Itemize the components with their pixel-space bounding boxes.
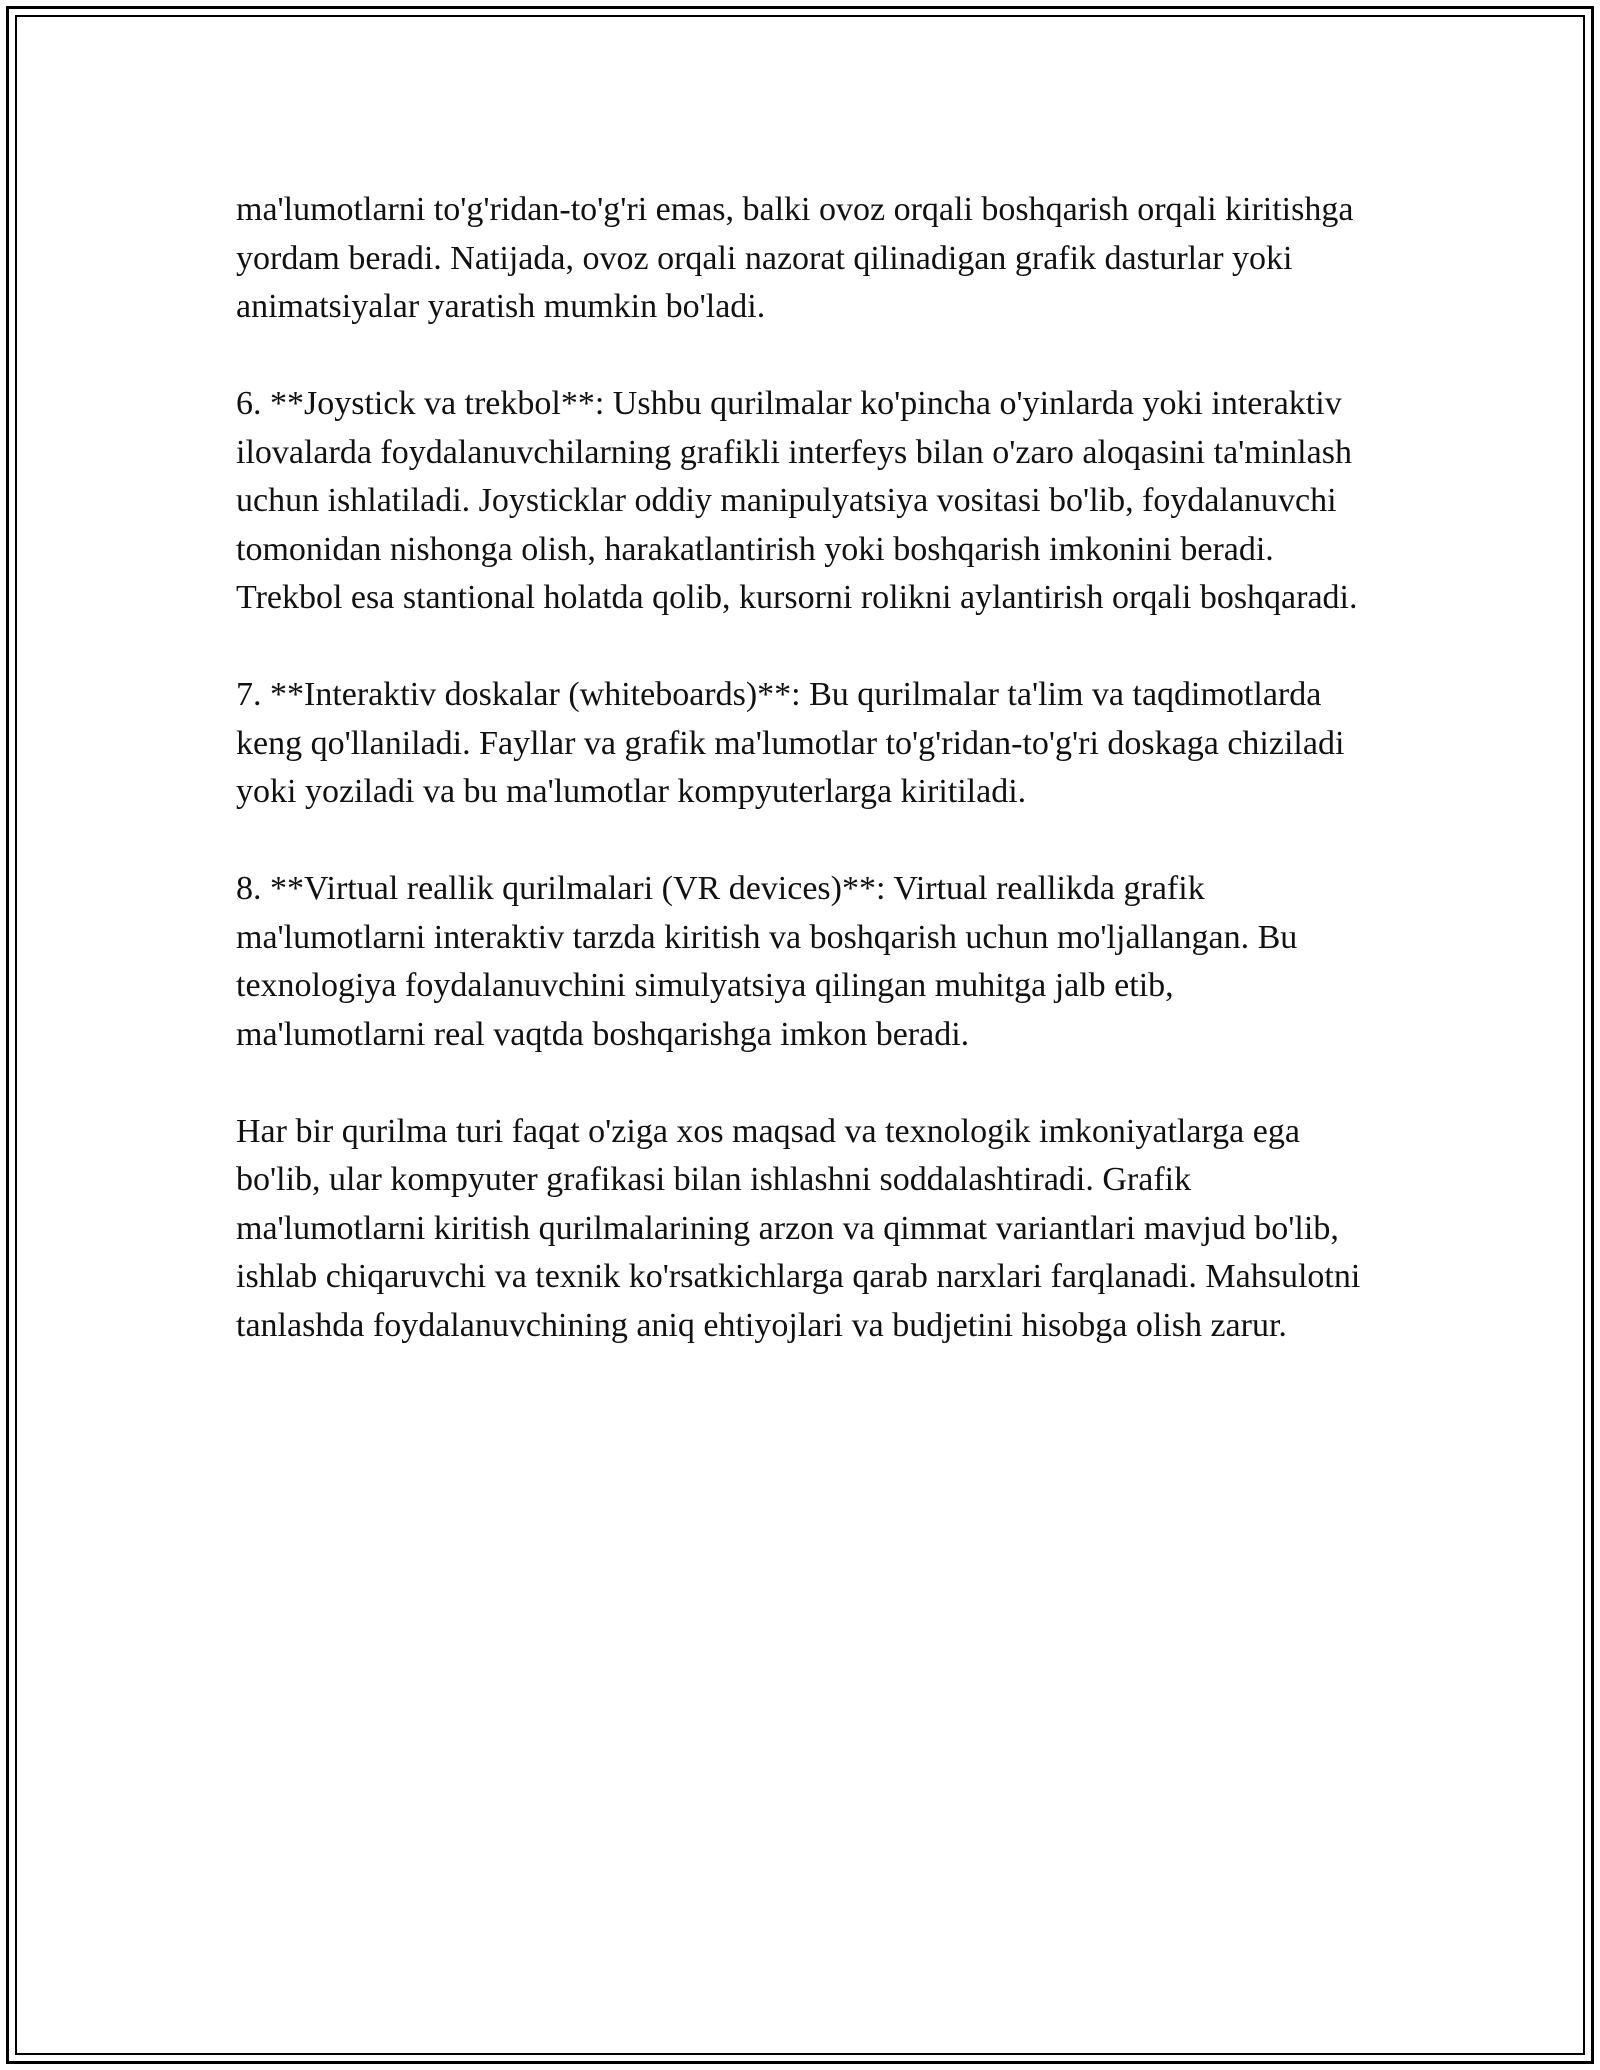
paragraph-summary: Har bir qurilma turi faqat o'ziga xos maqsad va texnologik imkoniyatlarga ega bo'lib, ular kompyuter grafikasi bilan ishlashni soddalashtiradi. Grafik ma'lumotlarni kiritish qurilmalarining arzon va qimmat variantlari mavjud bo'lib, ishlab chiqaruvchi va texnik ko'rsatkichlarga qarab narxlari farqlanadi. Mahsulotni tanlashda foydalanuvchining aniq ehtiyojlari va budjetini hisobga olish zarur.: [236, 1112, 1361, 1344]
paragraph-joystick-trackball: 6. **Joystick va trekbol**: Ushbu qurilmalar ko'pincha o'yinlarda yoki interaktiv ilovalarda foydalanuvchilarning grafikli interfeys bilan o'zaro aloqasini ta'minlash uchun ishlatiladi. Joysticklar oddiy manipulyatsiya vositasi bo'lib, foydalanuvchi tomonidan nishonga olish, harakatlantirish yoki boshqarish imkonini beradi. Trekbol esa stantional holatda qolib, kursorni rolikni aylantirish orqali boshqaradi.: [236, 385, 1358, 616]
paragraph-vr-devices: 8. **Virtual reallik qurilmalari (VR devices)**: Virtual reallikda grafik ma'lumotlarni interaktiv tarzda kiritish va boshqarish uchun mo'ljallangan. Bu texnologiya foydalanuvchini simulyatsiya qilingan muhitga jalb etib, ma'lumotlarni real vaqtda boshqarishga imkon beradi.: [236, 870, 1298, 1053]
document-body: [236, 186, 1366, 1399]
paragraph-voice-input-continuation: ma'lumotlarni to'g'ridan-to'g'ri emas, balki ovoz orqali boshqarish orqali kiritishga yordam beradi. Natijada, ovoz orqali nazorat qilinadigan grafik dasturlar yoki animatsiyalar yaratish mumkin bo'ladi.: [236, 191, 1354, 325]
paragraph-interactive-whiteboards: 7. **Interaktiv doskalar (whiteboards)**: Bu qurilmalar ta'lim va taqdimotlarda keng qo'llaniladi. Fayllar va grafik ma'lumotlar to'g'ridan-to'g'ri doskaga chiziladi yoki yoziladi va bu ma'lumotlar kompyuterlarga kiritiladi.: [236, 676, 1345, 810]
